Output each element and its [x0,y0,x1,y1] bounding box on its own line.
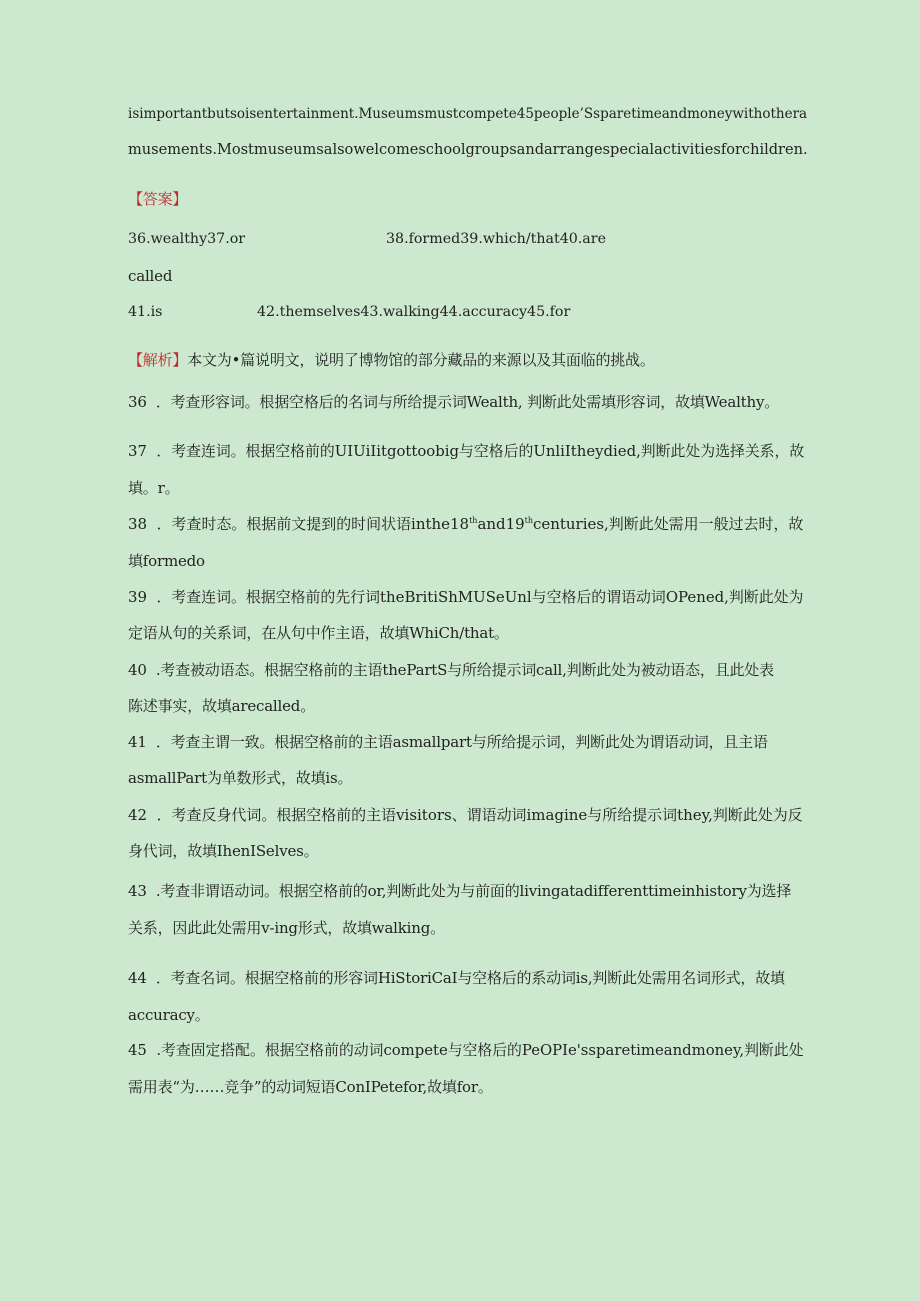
analysis-item-42-line-2: 身代词，故填IhenISelves。 [128,842,319,860]
item-number: 36 [128,393,147,411]
passage-line-1: isimportantbutsoisentertainment.Museumsmustcompete45people’Ssparetimeandmoneywithothera [128,106,808,122]
analysis-item-38-line-2: 填formedo [128,552,205,570]
analysis-item-45-line-1: 45 .考查固定搭配。根据空格前的动词compete与空格后的PeOPIe'ssparetimeandmoney,判断此处 [128,1042,804,1059]
answer-row-1-continued: called [128,267,173,285]
analysis-item-40-line-2: 陈述事实，故填arecalled。 [128,697,316,715]
analysis-item-44-line-2: accuracy。 [128,1006,210,1024]
answer-row-2 [128,302,828,322]
analysis-item-39-line-1: 39 ．考查连词。根据空格前的先行词theBritiShMUSeUnl与空格后的谓语动词OPened,判断此处为 [128,588,804,606]
analysis-item-37-line-1: 37 ．考查连词。根据空格前的UIUiIitgottoobig与空格后的UnliItheydied,判断此处为选择关系，故 [128,442,805,460]
answer-row-1 [128,229,828,249]
analysis-item-42-line-1: 42 ．考查反身代词。根据空格前的主语visitors、谓语动词imagine与所给提示词they,判断此处为反 [128,806,803,824]
analysis-item-38-line-1: 38 ．考查时态。根据前文提到的时间状语inthe18thand19thcenturies,判断此处需用一般过去时，故 [128,515,804,533]
analysis-item-44-line-1: 44 ．考查名词。根据空格前的形容词HiStoriCaI与空格后的系动词is,判断此处需用名词形式，故填 [128,969,785,987]
item-number: 39 [128,588,147,606]
passage-line-2: musements.Mostmuseumsalsowelcomeschoolgroupsandarrangespecialactivitiesforchildren. [128,141,808,158]
analysis-item-36-line-1: 36 ．考查形容词。根据空格后的名词与所给提示词Wealth, 判断此处需填形容词，故填Wealthy。 [128,393,780,411]
item-number: 44 [128,969,147,987]
answer-label: 【答案】 [128,190,188,208]
item-number: 45 [128,1042,147,1059]
answer-36-37: 36.wealthy37.or [128,231,246,247]
analysis-item-43-line-2: 关系，因此此处需用v-ing形式，故填walking。 [128,919,445,937]
answer-42-45: 42.themselves43.walking44.accuracy45.for [257,304,571,320]
analysis-item-45-line-2: 需用表“为……竞争”的动词短语ConIPetefor,故填for。 [128,1078,493,1096]
item-number: 40 [128,661,147,679]
analysis-item-41-line-1: 41 ．考查主谓一致。根据空格前的主语asmallpart与所给提示词，判断此处为谓语动词，且主语 [128,733,768,751]
item-number: 38 [128,515,148,533]
item-number: 41 [128,733,147,751]
item-number: 37 [128,442,147,460]
analysis-item-37-line-2: 填。r。 [128,479,180,497]
analysis-label: 【解析】 [128,351,188,369]
item-number: 42 [128,806,148,824]
item-number: 43 [128,882,147,900]
analysis-intro [128,350,655,370]
answer-41: 41.is [128,304,163,320]
analysis-item-39-line-2: 定语从句的关系词，在从句中作主语，故填WhiCh/that。 [128,624,509,642]
analysis-item-43-line-1: 43 .考查非谓语动词。根据空格前的or,判断此处为与前面的livingatadifferenttimeinhistory为选择 [128,882,792,900]
analysis-item-41-line-2: asmallPart为单数形式，故填is。 [128,769,353,787]
answer-38-40: 38.formed39.which/that40.are [386,231,606,247]
analysis-item-40-line-1: 40 .考查被动语态。根据空格前的主语thePartS与所给提示词call,判断此处为被动语态，且此处表 [128,661,774,679]
analysis-intro-text: 本文为•篇说明文，说明了博物馆的部分藏品的来源以及其面临的挑战。 [187,351,655,369]
